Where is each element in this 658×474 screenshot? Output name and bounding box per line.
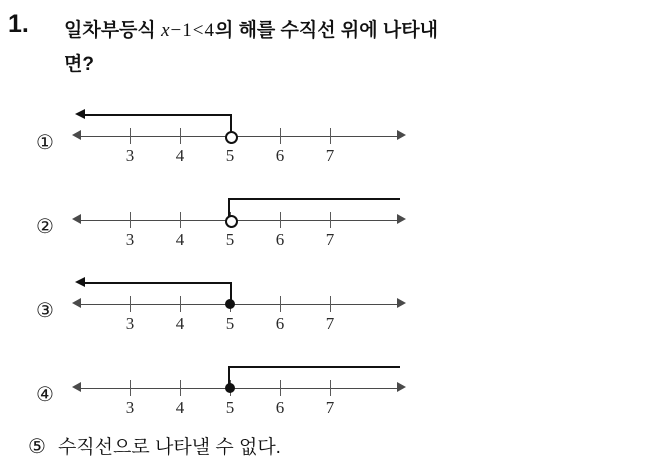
- tick-3: [130, 212, 131, 228]
- choice-4-marker: ④: [36, 382, 54, 406]
- solution-ray: [84, 282, 232, 284]
- tick-label-4: 4: [175, 146, 185, 165]
- choice-4[interactable]: [8, 352, 652, 426]
- question-text-line2: 면?: [64, 54, 94, 75]
- tick-label-5: 5: [225, 230, 235, 249]
- tick-label-3: 3: [125, 314, 135, 333]
- solution-ray: [84, 114, 232, 116]
- math-variable: x: [161, 20, 171, 41]
- question-number: 1.: [8, 10, 29, 38]
- math-number-1: 1: [182, 20, 193, 41]
- axis-line: [78, 220, 400, 221]
- tick-4: [180, 128, 181, 144]
- tick-label-5: 5: [225, 146, 235, 165]
- axis-right-arrow-icon: [397, 298, 406, 308]
- tick-label-4: 4: [175, 398, 185, 417]
- choice-3[interactable]: [8, 268, 652, 342]
- choice-2[interactable]: [8, 184, 652, 258]
- tick-label-5: 5: [225, 398, 235, 417]
- question-text-before-math: 일차부등식: [64, 20, 162, 41]
- tick-4: [180, 212, 181, 228]
- axis-left-arrow-icon: [72, 298, 81, 308]
- tick-label-6: 6: [275, 230, 285, 249]
- tick-label-7: 7: [325, 398, 335, 417]
- tick-6: [280, 128, 281, 144]
- axis-left-arrow-icon: [72, 382, 81, 392]
- endpoint-filled-circle-icon: [225, 383, 235, 393]
- axis-line: [78, 304, 400, 305]
- tick-6: [280, 380, 281, 396]
- choice-3-number-line: [70, 268, 410, 342]
- endpoint-open-circle-icon: [225, 131, 238, 144]
- choice-5-marker: ⑤: [28, 434, 46, 458]
- tick-label-4: 4: [175, 314, 185, 333]
- tick-label-3: 3: [125, 398, 135, 417]
- math-number-4: 4: [204, 20, 215, 41]
- choice-1-marker: ①: [36, 130, 54, 154]
- tick-7: [330, 128, 331, 144]
- solution-ray-arrow-icon: [75, 109, 85, 119]
- choice-2-marker: ②: [36, 214, 54, 238]
- tick-7: [330, 212, 331, 228]
- tick-6: [280, 296, 281, 312]
- choice-3-marker: ③: [36, 298, 54, 322]
- tick-label-5: 5: [225, 314, 235, 333]
- solution-ray: [228, 198, 400, 200]
- axis-left-arrow-icon: [72, 130, 81, 140]
- choice-4-number-line: [70, 352, 410, 426]
- tick-4: [180, 296, 181, 312]
- tick-6: [280, 212, 281, 228]
- tick-label-3: 3: [125, 230, 135, 249]
- math-less-than-sign: <: [192, 20, 205, 41]
- question-text: [64, 14, 644, 82]
- tick-label-4: 4: [175, 230, 185, 249]
- math-minus-sign: −: [170, 20, 183, 41]
- choice-1-number-line: [70, 100, 410, 174]
- axis-left-arrow-icon: [72, 214, 81, 224]
- tick-3: [130, 296, 131, 312]
- tick-7: [330, 296, 331, 312]
- tick-label-6: 6: [275, 314, 285, 333]
- endpoint-filled-circle-icon: [225, 299, 235, 309]
- inequality-expression: [161, 20, 215, 41]
- question-text-after-math: 의 해를 수직선 위에 나타내: [214, 20, 438, 41]
- tick-label-6: 6: [275, 146, 285, 165]
- tick-label-7: 7: [325, 230, 335, 249]
- tick-label-7: 7: [325, 314, 335, 333]
- tick-7: [330, 380, 331, 396]
- solution-ray: [228, 366, 400, 368]
- choice-5[interactable]: [28, 432, 628, 459]
- tick-label-3: 3: [125, 146, 135, 165]
- tick-3: [130, 380, 131, 396]
- tick-label-6: 6: [275, 398, 285, 417]
- endpoint-open-circle-icon: [225, 215, 238, 228]
- tick-3: [130, 128, 131, 144]
- solution-ray-arrow-icon: [75, 277, 85, 287]
- tick-label-7: 7: [325, 146, 335, 165]
- choice-1[interactable]: [8, 100, 652, 174]
- axis-right-arrow-icon: [397, 382, 406, 392]
- choice-2-number-line: [70, 184, 410, 258]
- axis-line: [78, 136, 400, 137]
- axis-line: [78, 388, 400, 389]
- choice-5-label: 수직선으로 나타낼 수 없다.: [57, 437, 281, 458]
- axis-right-arrow-icon: [397, 214, 406, 224]
- axis-right-arrow-icon: [397, 130, 406, 140]
- tick-4: [180, 380, 181, 396]
